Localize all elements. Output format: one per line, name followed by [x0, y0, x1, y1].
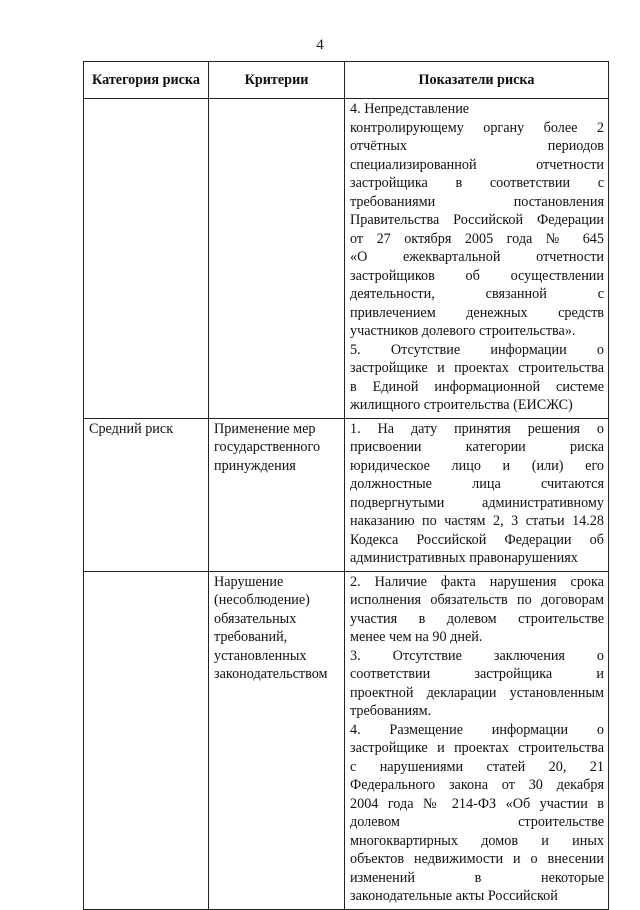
indicator-line: объектов недвижимости и о внесении: [350, 851, 604, 867]
indicator-line: контролирующему органу более 2: [350, 119, 604, 136]
indicator-line: Кодекса Российской Федерации об: [350, 531, 604, 548]
indicator-line: отчётных периодов: [350, 138, 604, 154]
indicator-line: застройщике и проектах строительства: [350, 740, 604, 756]
header-criteria: Критерии: [209, 62, 345, 99]
indicator-line: деятельности, связанной с: [350, 286, 604, 302]
criteria-line: законодательством: [214, 666, 328, 682]
criteria-line: установленных: [214, 647, 307, 664]
indicator-line: долевом строительстве: [350, 814, 604, 830]
risk-category-cell: [84, 571, 209, 909]
indicator-line: исполнения обязательств по договорам: [350, 592, 604, 608]
criteria-cell: [209, 571, 345, 909]
indicator-line: участников долевого строительства».: [350, 323, 576, 339]
indicator-line: специализированной отчетности: [350, 156, 604, 173]
risk-category-text: Средний риск: [89, 420, 174, 437]
indicator-line: застройщиков об осуществлении: [350, 267, 604, 284]
indicator-line: Федерального закона от 30 декабря: [350, 777, 604, 793]
indicator-line: подвергнутыми административному: [350, 494, 604, 511]
indicator-line: привлечением денежных средств: [350, 304, 604, 321]
table-row: [84, 571, 609, 909]
table-row: [84, 99, 609, 419]
indicator-line: многоквартирных домов и иных: [350, 832, 604, 849]
criteria-line: государственного: [214, 439, 321, 455]
risk-indicators-cell: [345, 571, 609, 909]
indicator-line: 1. На дату принятия решения о: [350, 420, 604, 437]
indicator-line: соответствии застройщика и: [350, 666, 604, 682]
risk-category-cell: [84, 99, 209, 419]
indicator-line: должностные лица считаются: [350, 476, 604, 492]
criteria-line: требований,: [214, 629, 288, 645]
table-header-row: [84, 62, 609, 99]
indicator-line: 4. Размещение информации о: [350, 721, 604, 738]
risk-indicators-cell: [345, 99, 609, 419]
header-risk-category: Категория риска: [84, 62, 209, 99]
indicator-line: административных правонарушениях: [350, 550, 578, 566]
risk-table: [83, 61, 609, 910]
criteria-line: (несоблюдение): [214, 592, 310, 608]
risk-category-cell: [84, 418, 209, 571]
indicator-line: с нарушениями статей 20, 21: [350, 758, 604, 775]
indicator-line: от 27 октября 2005 года № 645: [350, 230, 604, 247]
criteria-cell: [209, 99, 345, 419]
indicator-line: Правительства Российской Федерации: [350, 212, 604, 228]
indicator-line: присвоении категории риска: [350, 439, 604, 455]
indicator-line: 2004 года № 214-ФЗ «Об участии в: [350, 795, 604, 812]
indicator-line: 5. Отсутствие информации о: [350, 341, 604, 358]
indicator-line: юридическое лицо и (или) его: [350, 457, 604, 474]
indicator-line: застройщика в соответствии с: [350, 175, 604, 191]
criteria-line: обязательных: [214, 610, 297, 627]
page-number: 4: [316, 37, 324, 53]
indicator-line: законодательные акты Российской: [350, 888, 558, 904]
indicator-line: «О ежеквартальной отчетности: [350, 249, 604, 265]
table-row: [84, 418, 609, 571]
indicator-line: изменений в некоторые: [350, 869, 604, 886]
indicator-line: участия в долевом строительстве: [350, 610, 604, 627]
risk-indicators-cell: [345, 418, 609, 571]
criteria-line: Применение мер: [214, 420, 316, 437]
criteria-cell: [209, 418, 345, 571]
indicator-line: 2. Наличие факта нарушения срока: [350, 573, 604, 590]
indicator-line: в Единой информационной системе: [350, 378, 604, 395]
criteria-line: принуждения: [214, 457, 296, 474]
indicator-line: 4. Непредставление: [350, 101, 470, 117]
indicator-line: жилищного строительства (ЕИСЖС): [350, 397, 573, 413]
indicator-line: наказанию по частям 2, 3 статьи 14.28: [350, 513, 604, 529]
indicator-line: требованиями постановления: [350, 193, 604, 210]
header-risk-indicators: Показатели риска: [345, 62, 609, 99]
indicator-line: проектной декларации установленным: [350, 684, 604, 701]
criteria-line: Нарушение: [214, 573, 284, 590]
indicator-line: застройщике и проектах строительства: [350, 360, 604, 376]
indicator-line: менее чем на 90 дней.: [350, 629, 483, 645]
indicator-line: требованиям.: [350, 703, 432, 719]
indicator-line: 3. Отсутствие заключения о: [350, 647, 604, 664]
